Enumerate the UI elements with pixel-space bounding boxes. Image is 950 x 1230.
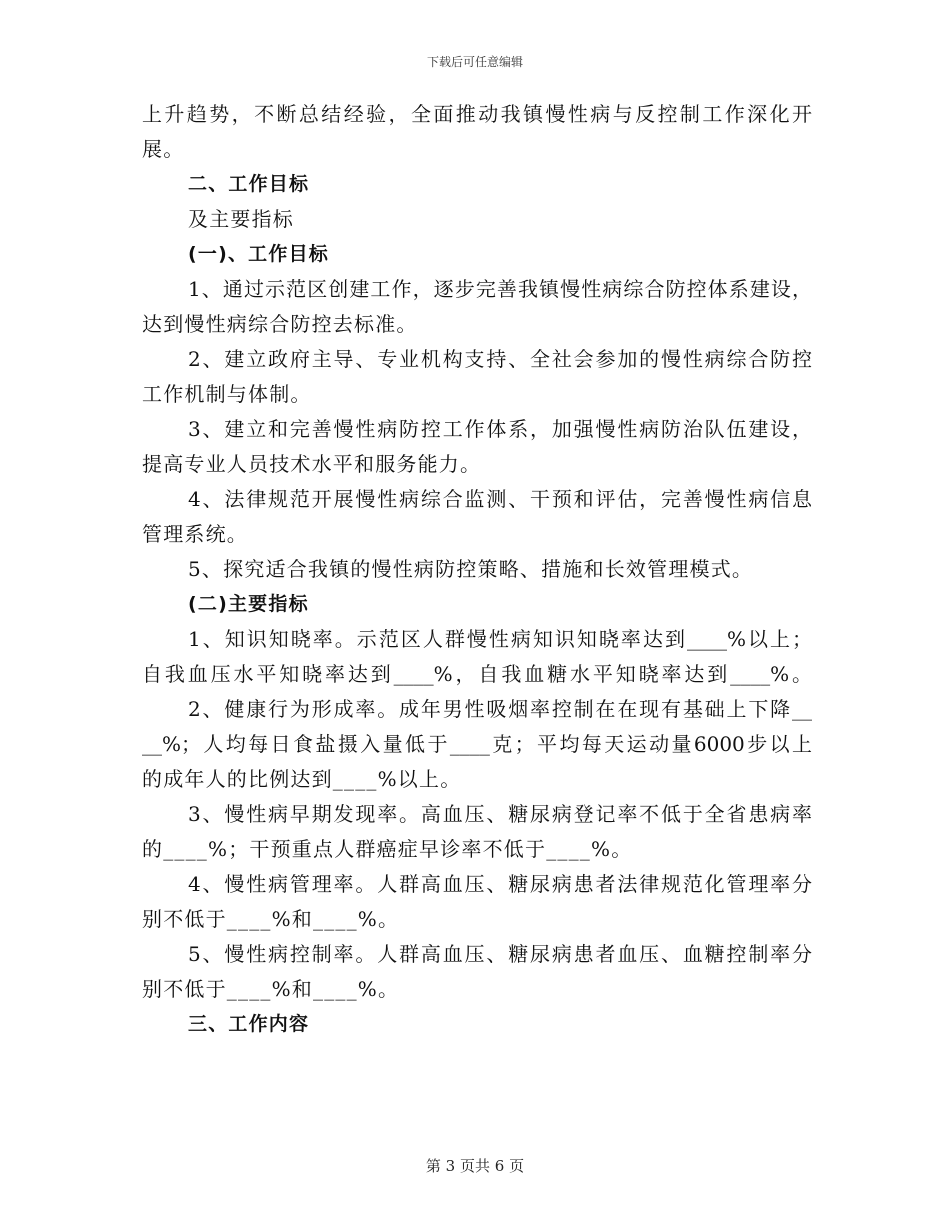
text-line: 1、通过示范区创建工作，逐步完善我镇慢性病综合防控体系建设， [188, 277, 812, 301]
text-line: 4、慢性病管理率。人群高血压、糖尿病患者法律规范化管理率分 [188, 872, 812, 896]
text-line: 的____%；干预重点人群癌症早诊率不低于____%。 [142, 837, 633, 861]
document-body [142, 104, 812, 1049]
text-line: 3、建立和完善慢性病防控工作体系，加强慢性病防治队伍建设， [188, 417, 812, 441]
section-heading: (一)、工作目标 [188, 243, 329, 265]
section-heading: 二、工作目标 [188, 173, 310, 195]
text-line: __%；人均每日食盐摄入量低于____克；平均每天运动量6000步以上 [142, 732, 812, 756]
text-line: 管理系统。 [142, 522, 248, 546]
text-line: 别不低于____%和____%。 [142, 907, 400, 931]
text-line: 及主要指标 [188, 207, 294, 231]
text-line: 别不低于____%和____%。 [142, 977, 400, 1001]
text-line: 5、慢性病控制率。人群高血压、糖尿病患者血压、血糖控制率分 [188, 942, 812, 966]
page-header: 下载后可任意编辑 [426, 55, 523, 69]
text-line: 自我血压水平知晓率达到____%，自我血糖水平知晓率达到____%。 [142, 662, 812, 686]
page-footer: 第 3 页共 6 页 [425, 1157, 525, 1175]
section-heading: 三、工作内容 [188, 1013, 310, 1035]
text-line: 工作机制与体制。 [142, 382, 312, 406]
text-line: 展。 [142, 137, 185, 161]
section-heading: (二)主要指标 [188, 593, 309, 615]
text-line: 达到慢性病综合防控去标准。 [142, 312, 418, 336]
text-line: 2、建立政府主导、专业机构支持、全社会参加的慢性病综合防控 [188, 347, 812, 371]
text-line: 1、知识知晓率。示范区人群慢性病知识知晓率达到____%以上； [188, 627, 812, 651]
text-line: 提高专业人员技术水平和服务能力。 [142, 452, 482, 476]
text-line: 2、健康行为形成率。成年男性吸烟率控制在在现有基础上下降__ [188, 697, 812, 721]
text-line: 5、探究适合我镇的慢性病防控策略、措施和长效管理模式。 [188, 557, 754, 581]
text-line: 的成年人的比例达到____%以上。 [142, 767, 462, 791]
text-line: 4、法律规范开展慢性病综合监测、干预和评估，完善慢性病信息 [188, 487, 812, 511]
text-line: 3、慢性病早期发现率。高血压、糖尿病登记率不低于全省患病率 [188, 802, 812, 826]
text-line: 上升趋势，不断总结经验，全面推动我镇慢性病与反控制工作深化开 [142, 102, 812, 126]
